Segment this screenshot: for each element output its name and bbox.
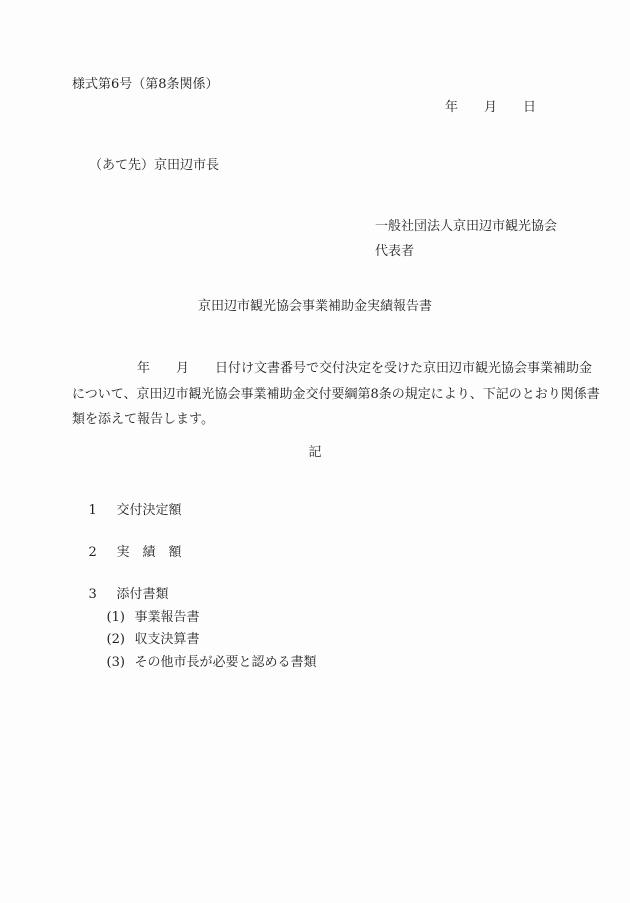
item-1-number: 1 [88, 503, 97, 518]
numbered-item-1 [72, 487, 182, 535]
item-3-label: 添付書類 [116, 587, 169, 602]
item-2-label: 実 績 額 [116, 545, 182, 560]
attachment-2-number: (2) [106, 632, 125, 647]
numbered-item-2 [72, 529, 182, 577]
attachment-3-number: (3) [106, 655, 125, 670]
document-title: 京田辺市観光協会事業補助金実績報告書 [197, 299, 432, 314]
form-number: 様式第6号（第8条関係） [72, 77, 219, 92]
attachment-item-3 [90, 639, 317, 687]
body-paragraph [72, 356, 600, 433]
date-line: 年 月 日 [445, 100, 537, 115]
item-1-label: 交付決定額 [116, 503, 182, 518]
item-2-number: 2 [88, 545, 97, 560]
representative-label: 代表者 [375, 244, 415, 259]
body-line-1: 年 月 日付け文書番号で交付決定を受けた京田辺市観光協会事業補助金 [72, 361, 593, 376]
attachment-3-label: その他市長が必要と認める書類 [134, 655, 317, 670]
body-line-3: 類を添えて報告します。 [72, 412, 214, 427]
organization-name: 一般社団法人京田辺市観光協会 [375, 219, 558, 234]
attachment-1-number: (1) [106, 610, 125, 625]
attachment-2-label: 収支決算書 [134, 632, 200, 647]
attachment-1-label: 事業報告書 [134, 610, 200, 625]
body-line-2: について、京田辺市観光協会事業補助金交付要綱第8条の規定により、下記のとおり関係書 [72, 386, 600, 402]
item-3-number: 3 [88, 587, 97, 602]
addressee: （あて先）京田辺市長 [89, 158, 220, 173]
record-marker: 記 [308, 445, 322, 460]
